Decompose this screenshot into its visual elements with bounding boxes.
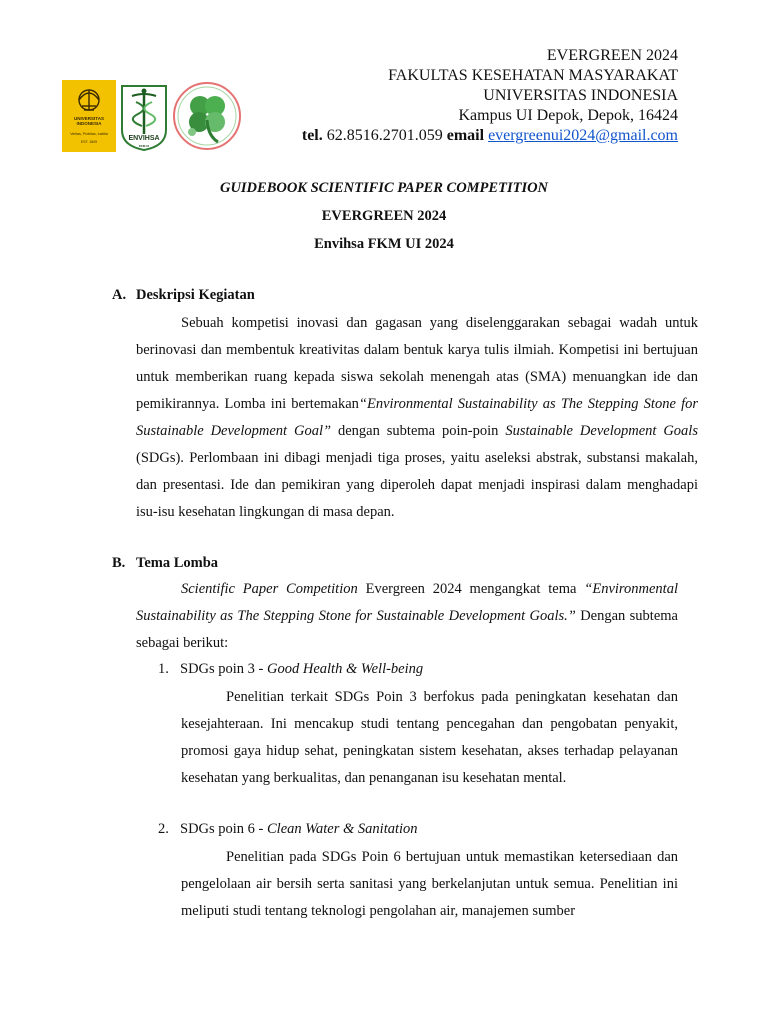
section-a-marker: A. (112, 287, 127, 303)
section-a-heading (112, 287, 255, 304)
section-a-theme: “Environmental Sustainability as The Stepping Stone for Sustainable Development Goal” (136, 396, 699, 439)
section-b-text-end: Dengan subtema sebagai berikut: (136, 608, 678, 651)
section-a-text-mid: dengan subtema poin-poin (331, 423, 506, 439)
document-title-block (0, 178, 768, 262)
section-a-text-end: (SDGs). Perlombaan ini dibagi menjadi tiga proses, yaitu aseleksi abstrak, substansi makalah, dan presentasi. Ide dan pemikiran yang diperoleh dapat menjadi inspirasi dalam menghadapi isu-isu kesehatan lingkungan di masa depan. (136, 450, 698, 520)
list-item-number: 2. (158, 821, 169, 837)
section-b-marker: B. (112, 555, 126, 571)
clover-icon (172, 80, 242, 152)
list-item-text: Penelitian pada SDGs Poin 6 bertujuan untuk memastikan ketersediaan dan pengelolaan air bersih serta sanitasi yang berkelanjutan untuk semua. Penelitian ini meliputi studi tentang teknologi pengolahan air, manajemen sumber (181, 849, 678, 919)
list-item (158, 821, 418, 838)
section-a-title: Deskripsi Kegiatan (136, 287, 255, 303)
list-item-paragraph (181, 684, 678, 792)
section-b-theme: “Environmental Sustainability as The Stepping Stone for Sustainable Development Goals.” (136, 581, 678, 624)
list-item-prefix: SDGs poin 6 - (180, 821, 264, 837)
tel-value: 62.8516.2701.059 (326, 127, 443, 144)
org-event: EVERGREEN 2024 (546, 47, 678, 64)
section-a-text: Sebuah kompetisi inovasi dan gagasan yang diselenggarakan sebagai wadah untuk berinovasi dan membentuk kreativitas dalam bentuk karya tulis ilmiah. Kompetisi ini bertujuan untuk memberikan ruang kepada siswa sekolah menengah atas (SMA) menuangkan ide dan pemikirannya. Lomba ini bertemakan (136, 315, 698, 412)
section-a-sdgs: Sustainable Development Goals (505, 423, 698, 439)
header-logos (62, 80, 242, 152)
section-b-title: Tema Lomba (136, 555, 219, 571)
org-contact (302, 126, 678, 146)
section-a-paragraph (136, 310, 698, 526)
org-campus: Kampus UI Depok, Depok, 16424 (458, 107, 678, 124)
universitas-indonesia-logo (62, 80, 116, 152)
org-university: UNIVERSITAS INDONESIA (483, 87, 678, 104)
section-b-heading (112, 555, 218, 572)
section-b-spc: Scientific Paper Competition (181, 581, 358, 597)
email-label: email (446, 127, 485, 144)
list-item-paragraph (181, 844, 678, 925)
document-subtitle-event: EVERGREEN 2024 (321, 208, 447, 224)
ui-logo-motto: Veritas, Probitas, Iustitia (70, 132, 108, 136)
envihsa-logo-sub: FKM UI (138, 144, 150, 148)
section-b-paragraph (136, 576, 678, 657)
envihsa-logo (118, 80, 170, 152)
document-subtitle-org: Envihsa FKM UI 2024 (314, 236, 454, 252)
list-item-prefix: SDGs poin 3 - (180, 661, 264, 677)
list-item-title: Clean Water & Sanitation (267, 821, 418, 837)
list-item-number: 1. (158, 661, 169, 677)
list-item-title: Good Health & Well-being (267, 661, 424, 677)
email-link[interactable]: evergreenui2024@gmail.com (488, 127, 678, 144)
section-b-text-mid: Evergreen 2024 mengangkat tema (357, 581, 585, 597)
ui-logo-year: EST. 1849 (80, 140, 98, 144)
list-item-text: Penelitian terkait SDGs Poin 3 berfokus pada peningkatan kesehatan dan kesejahteraan. Ini mencakup studi tentang pencegahan dan pengobatan penyakit, promosi gaya hidup sehat, peningkatan sistem kesehatan, akses terhadap pelayanan kesehatan yang berkualitas, dan penanganan isu kesehatan mental. (181, 689, 678, 786)
ui-logo-name: UNIVERSITAS INDONESIA (74, 116, 104, 126)
envihsa-logo-name: ENVIHSA (128, 135, 160, 142)
organization-address (302, 46, 678, 146)
tel-label: tel. (301, 127, 323, 144)
org-faculty: FAKULTAS KESEHATAN MASYARAKAT (388, 67, 678, 84)
evergreen-clover-logo (172, 80, 242, 152)
list-item (158, 661, 423, 678)
document-title: GUIDEBOOK SCIENTIFIC PAPER COMPETITION (219, 180, 549, 196)
